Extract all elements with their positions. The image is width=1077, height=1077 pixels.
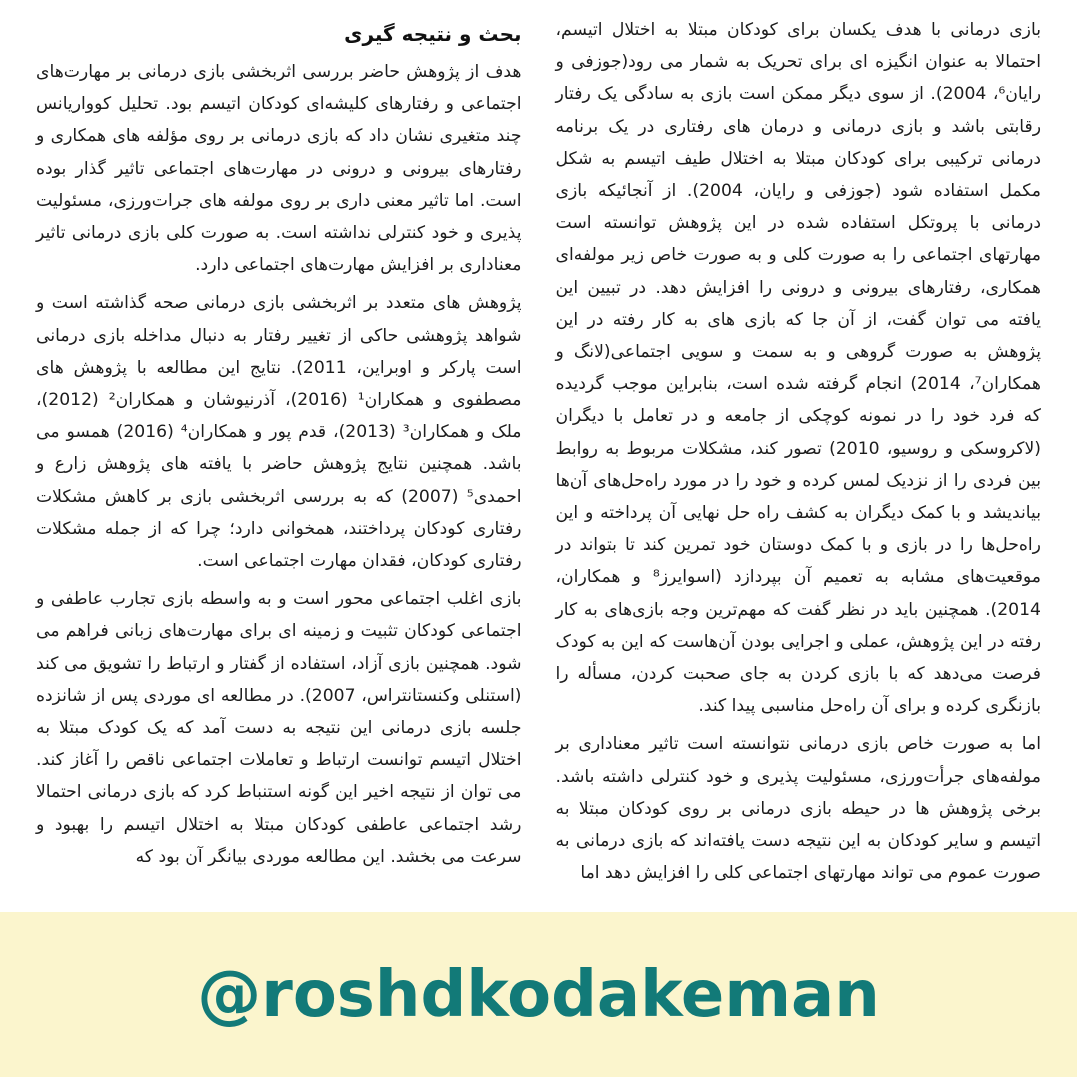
- channel-banner: [0, 912, 1077, 1077]
- channel-handle: @roshdkodakeman: [197, 957, 880, 1032]
- paragraph: هدف از پژوهش حاضر بررسی اثربخشی بازی درمانی بر مهارت‌های اجتماعی و رفتارهای کلیشه‌ای کودکان اتیسم بود. تحلیل کوواریانس چند متغیری نشان داد که بازی درمانی بر روی مؤلفه های همکاری و رفتارهای بیرونی و درونی در مهارت‌های اجتماعی تاثیر گذار بوده است. اما تاثیر معنی داری بر روی مولفه های جرات‌ورزی، مسئولیت پذیری و خود کنترلی نداشته است. به صورت کلی بازی درمانی تاثیر معناداری بر افزایش مهارت‌های اجتماعی دارد.: [36, 62, 522, 276]
- paragraph: بازی اغلب اجتماعی محور است و به واسطه بازی تجارب عاطفی و اجتماعی کودکان تثبیت و زمینه ای برای مهارت‌های زبانی فراهم می شود. همچنین بازی آزاد، استفاده از گفتار و ارتباط را تشویق می کند (استنلی وکنستانتراس، 2007). در مطالعه ای موردی پس از شانزده جلسه بازی درمانی این نتیجه به دست آمد که یک کودک مبتلا به اختلال اتیسم توانست ارتباط و تعاملات اجتماعی ناقص را آغاز کند. می توان از نتیجه اخیر این گونه استنباط کرد که بازی درمانی احتمالا رشد اجتماعی عاطفی کودکان مبتلا به اختلال اتیسم را بهبود و سرعت می بخشد. این مطالعه موردی بیانگر آن بود که: [36, 589, 522, 867]
- paragraph: بازی درمانی با هدف یکسان برای کودکان مبتلا به اختلال اتیسم، احتمالا به عنوان انگیزه ای برای تحریک به شمار می رود(جوزفی و رایان⁶، 2004). از سوی دیگر ممکن است بازی به سادگی یک رفتار رقابتی باشد و بازی درمانی و درمان های رفتاری در یک برنامه درمانی ترکیبی برای کودکان مبتلا به اختلال طیف اتیسم به شکل مکمل استفاده شود (جوزفی و رایان، 2004). از آنجائیکه بازی درمانی با پروتکل استفاده شده در این پژوهش توانسته است مهارتهای اجتماعی را به صورت کلی و به صورت خاص زیر مولفه‌ای همکاری، رفتارهای بیرونی و درونی را افزایش دهد. در تبیین این یافته می توان گفت، از آن جا که بازی های به کار رفته در این پژوهش به صورت گروهی و به سمت و سویی اجتماعی(لانگ و همکاران⁷، 2014) انجام گرفته شده است، بنابراین موجب گردیده که فرد خود را در نمونه کوچکی از جامعه و در تعامل با دیگران (لاکروسکی و روسیو، 2010) تصور کند، مشکلات مربوط به روابط بین فردی را از نزدیک لمس کرده و خود را در مورد راه‌حل‌های آن‌ها بیاندیشد و با کمک دیگران به کشف راه حل نهایی آن پرداخته و این راه‌حل‌ها را در بازی و با کمک دوستان خود تمرین کند تا بتواند در موقعیت‌های مشابه به تعمیم آن بپردازد (اسوایرز⁸ و همکاران، 2014). همچنین باید در نظر گفت که مهم‌ترین وجه بازی‌های به کار رفته در این پژوهش، عملی و اجرایی بودن آن‌هاست که این به کودک فرصت می‌دهد که با بازی کردن به جای صحبت کردن، مسأله را بازنگری کرده و برای آن راه‌حل مناسبی پیدا کند.: [555, 20, 1042, 717]
- paragraph: پژوهش های متعدد بر اثربخشی بازی درمانی صحه گذاشته است و شواهد پژوهشی حاکی از تغییر رفتار به دنبال مداخله بازی درمانی است پارکر و اوبراین، 2011). نتایج این مطالعه با پژوهش های مصطفوی و همکاران¹ (2016)، آذرنیوشان و همکاران² (2012)، ملک و همکاران³ (2013)، قدم پور و همکاران⁴ (2016) همسو می باشد. همچنین نتایج پژوهش حاضر با یافته های پژوهش زارع و احمدی⁵ (2007) که به بررسی اثربخشی بازی بر کاهش مشکلات رفتاری کودکان پرداختند، همخوانی دارد؛ چرا که از جمله مشکلات رفتاری کودکان، فقدان مهارت اجتماعی است.: [36, 293, 522, 572]
- left-column: [556, 14, 1042, 912]
- section-heading: بحث و نتیجه گیری: [344, 22, 522, 46]
- paragraph: اما به صورت خاص بازی درمانی نتوانسته است تاثیر معناداری بر مولفه‌های جرأت‌ورزی، مسئولیت پذیری و خود کنترلی داشته باشد. برخی پژوهش ها در حیطه بازی درمانی بر روی کودکان مبتلا به اتیسم و سایر کودکان به این نتیجه دست یافته‌اند که بازی درمانی به صورت عموم می تواند مهارتهای اجتماعی کلی را افزایش دهد اما: [555, 734, 1041, 884]
- right-column: [36, 14, 522, 912]
